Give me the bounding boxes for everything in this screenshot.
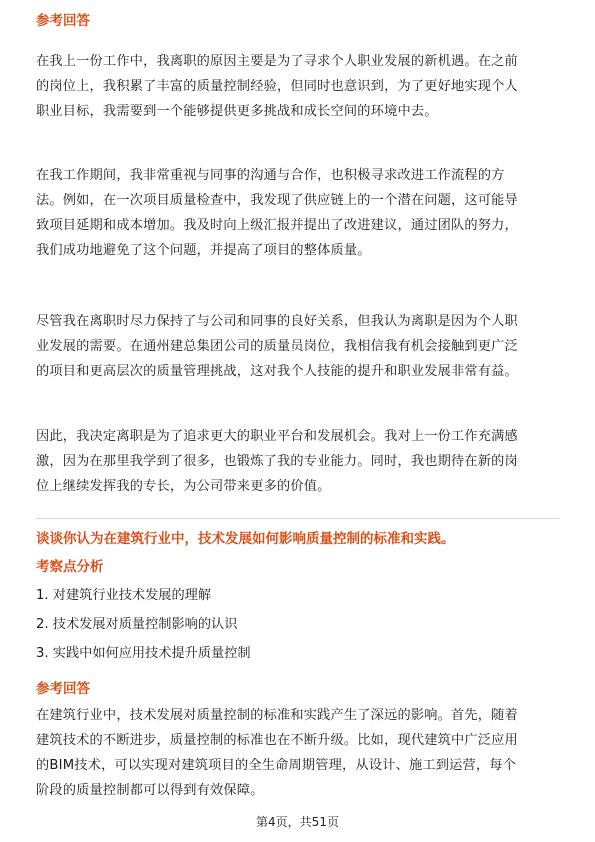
text-line: 业发展的需要。在通州建总集团公司的质量员岗位，我相信我有机会接触到更广泛	[36, 339, 518, 354]
list-item: 1. 对建筑行业技术发展的理解	[36, 588, 212, 603]
answer-paragraph-3	[36, 309, 559, 384]
page-number: 第4页，共51页	[256, 815, 339, 829]
reference-answer-heading: 参考回答	[36, 681, 90, 697]
text-line: 法。例如，在一次项目质量检查中，我发现了供应链上的一个潜在问题，这可能导	[36, 193, 518, 208]
reference-answer-heading: 参考回答	[36, 13, 90, 29]
text-line: 位上继续发挥我的专长，为公司带来更多的价值。	[36, 479, 331, 494]
answer-paragraph-5	[36, 703, 559, 803]
list-item: 3. 实践中如何应用技术提升质量控制	[36, 646, 251, 661]
text-line: 在我上一份工作中，我离职的原因主要是为了寻求个人职业发展的新机遇。在之前	[36, 54, 518, 69]
text-line: 激，因为在那里我学到了很多，也锻炼了我的专业能力。同时，我也期待在新的岗	[36, 454, 518, 469]
text-line: 因此，我决定离职是为了追求更大的职业平台和发展机会。我对上一份工作充满感	[36, 429, 518, 444]
interview-question: 谈谈你认为在建筑行业中，技术发展如何影响质量控制的标准和实践。	[36, 531, 455, 547]
text-line: 尽管我在离职时尽力保持了与公司和同事的良好关系，但我认为离职是因为个人职	[36, 314, 518, 329]
analysis-heading: 考察点分析	[36, 559, 104, 575]
text-line: 致项目延期和成本增加。我及时向上级汇报并提出了改进建议，通过团队的努力，	[36, 218, 518, 233]
text-line: 建筑技术的不断进步，质量控制的标准也在不断升级。比如，现代建筑中广泛应用	[36, 733, 518, 748]
text-line: 的项目和更高层次的质量管理挑战，这对我个人技能的提升和职业发展非常有益。	[36, 364, 518, 379]
text-line: 在我工作期间，我非常重视与同事的沟通与合作，也积极寻求改进工作流程的方	[36, 168, 505, 183]
text-line: 的岗位上，我积累了丰富的质量控制经验，但同时也意识到，为了更好地实现个人	[36, 79, 518, 94]
text-line: 在建筑行业中，技术发展对质量控制的标准和实践产生了深远的影响。首先，随着	[36, 708, 518, 723]
section-divider	[36, 518, 559, 519]
answer-paragraph-2	[36, 163, 559, 263]
text-line: 我们成功地避免了这个问题，并提高了项目的整体质量。	[36, 243, 371, 258]
text-line: 职业目标，我需要到一个能够提供更多挑战和成长空间的环境中去。	[36, 104, 438, 119]
list-item: 2. 技术发展对质量控制影响的认识	[36, 617, 238, 632]
answer-paragraph-4	[36, 424, 559, 499]
answer-paragraph-1	[36, 49, 559, 124]
text-line: 的BIM技术，可以实现对建筑项目的全生命周期管理，从设计、施工到运营，每个	[36, 758, 517, 773]
text-line: 阶段的质量控制都可以得到有效保障。	[36, 783, 264, 798]
